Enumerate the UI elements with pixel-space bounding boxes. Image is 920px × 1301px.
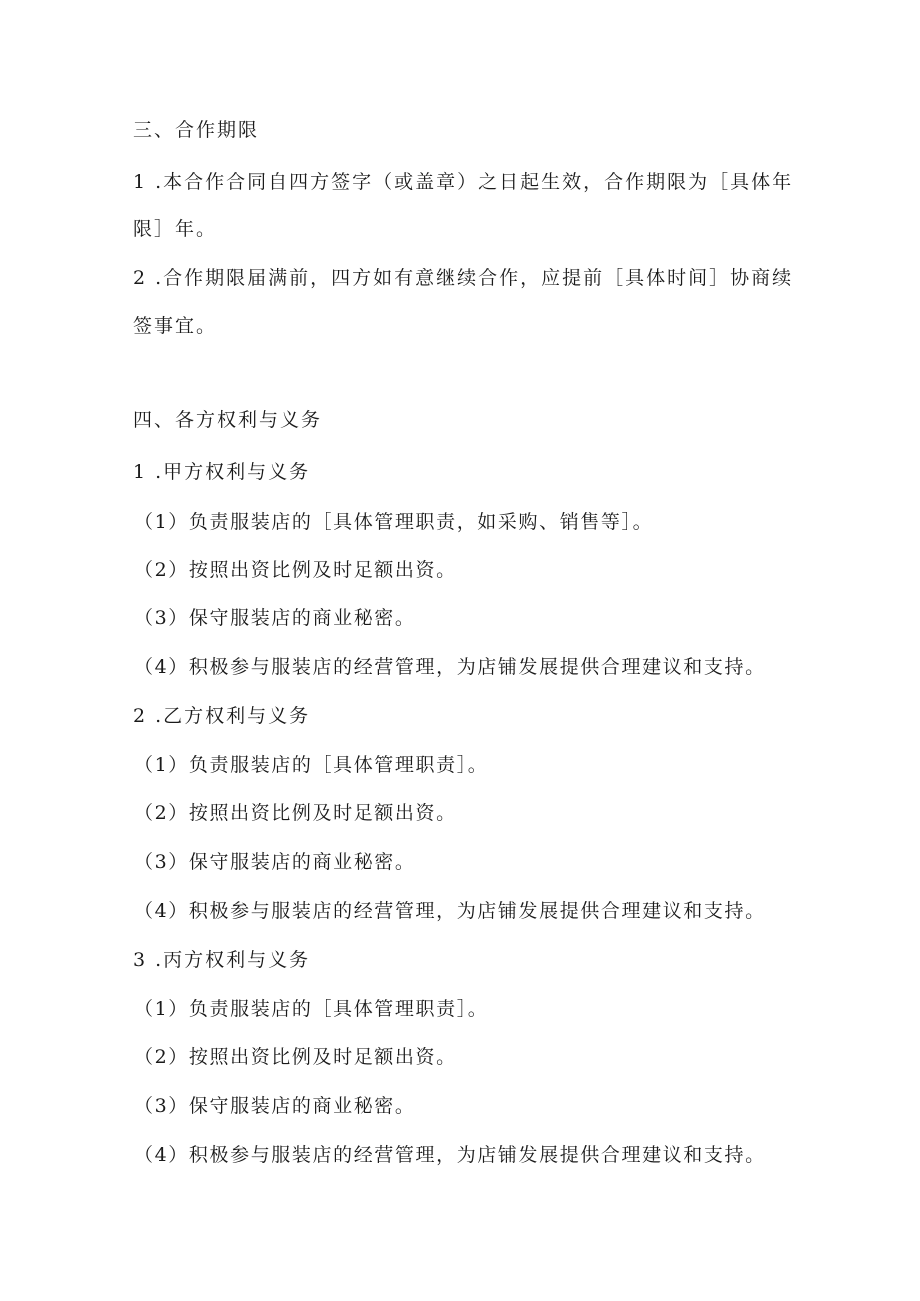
clause-effective-date-cont: 限］年。 bbox=[133, 218, 218, 240]
party-c-item: （4）积极参与服装店的经营管理，为店铺发展提供合理建议和支持。 bbox=[134, 1144, 766, 1166]
clause-renewal-cont: 签事宜。 bbox=[133, 315, 218, 337]
party-b-item: （4）积极参与服装店的经营管理，为店铺发展提供合理建议和支持。 bbox=[134, 900, 766, 922]
clause-renewal: 2 .合作期限届满前，四方如有意继续合作，应提前［具体时间］协商续 bbox=[133, 267, 794, 289]
party-a-item: （2）按照出资比例及时足额出资。 bbox=[134, 559, 457, 581]
party-a-item: （1）负责服装店的［具体管理职责，如采购、销售等］。 bbox=[134, 511, 654, 533]
section-heading-term: 三、合作期限 bbox=[133, 119, 260, 141]
party-b-item: （2）按照出资比例及时足额出资。 bbox=[134, 802, 457, 824]
clause-effective-date: 1 .本合作合同自四方签字（或盖章）之日起生效，合作期限为［具体年 bbox=[133, 171, 794, 193]
party-c-title: 3 .丙方权利与义务 bbox=[133, 949, 311, 971]
party-a-item: （4）积极参与服装店的经营管理，为店铺发展提供合理建议和支持。 bbox=[134, 656, 766, 678]
party-c-item: （3）保守服装店的商业秘密。 bbox=[134, 1095, 416, 1117]
party-c-item: （2）按照出资比例及时足额出资。 bbox=[134, 1046, 457, 1068]
party-b-title: 2 .乙方权利与义务 bbox=[133, 705, 311, 727]
party-b-item: （3）保守服装店的商业秘密。 bbox=[134, 851, 416, 873]
party-b-item: （1）负责服装店的［具体管理职责］。 bbox=[134, 754, 489, 776]
party-a-title: 1 .甲方权利与义务 bbox=[133, 461, 311, 483]
section-heading-rights: 四、各方权利与义务 bbox=[133, 409, 323, 431]
party-a-item: （3）保守服装店的商业秘密。 bbox=[134, 607, 416, 629]
party-c-item: （1）负责服装店的［具体管理职责］。 bbox=[134, 998, 489, 1020]
